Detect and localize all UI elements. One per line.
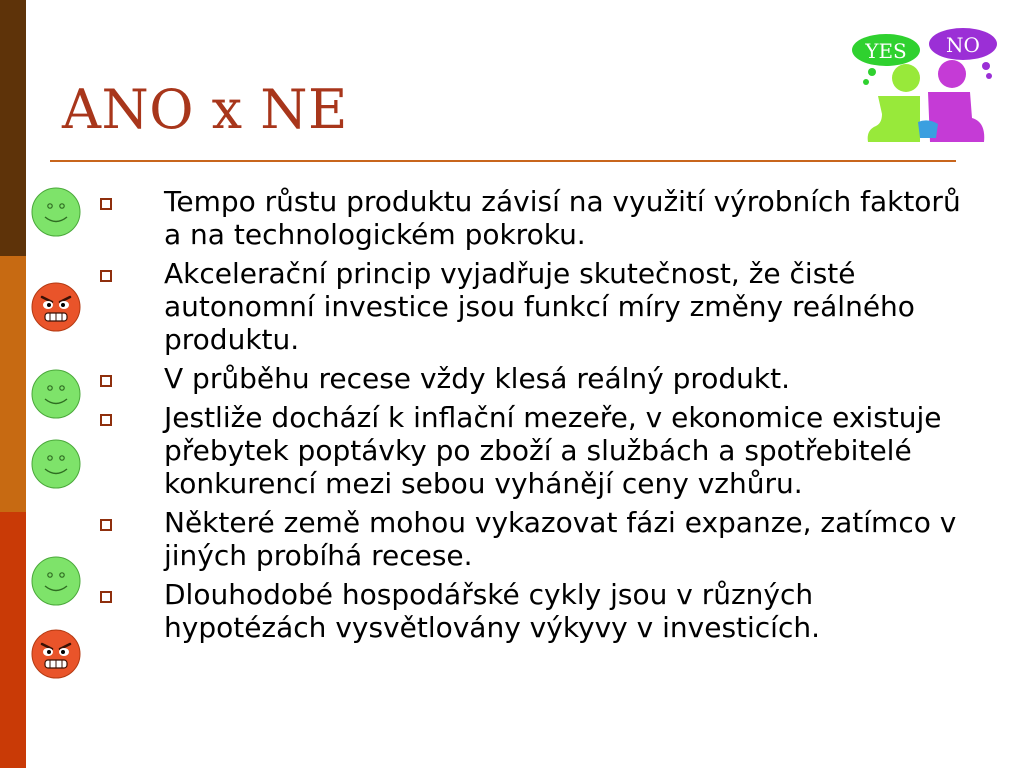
slide-title: ANO x NE	[62, 78, 348, 141]
angry-face-icon	[30, 281, 82, 333]
bullet-item	[96, 362, 976, 395]
bullet-text: Dlouhodobé hospodářské cykly jsou v různých hypotézách vysvětlovány výkyvy v investicích.	[164, 578, 821, 644]
bullet-marker-icon	[100, 375, 112, 387]
bullet-marker-icon	[100, 270, 112, 282]
bullet-text: Některé země mohou vykazovat fázi expanze, zatímco v jiných probíhá recese.	[164, 506, 957, 572]
bullet-text: Akcelerační princip vyjadřuje skutečnost, že čisté autonomní investice jsou funkcí míry změny reálného produktu.	[164, 257, 915, 356]
bullet-item	[96, 401, 976, 500]
sidebar-segment-red	[0, 512, 26, 768]
smiley-icon	[30, 555, 82, 607]
bullet-item	[96, 257, 976, 356]
sidebar-segment-orange	[0, 256, 26, 512]
bullet-item	[96, 506, 976, 572]
yes-label: YES	[865, 39, 907, 63]
bullet-text: Jestliže dochází k inflační mezeře, v ekonomice existuje přebytek poptávky po zboží a službách a spotřebitelé konkurencí mezi sebou vyhánějí ceny vzhůru.	[164, 401, 942, 500]
bullet-marker-icon	[100, 591, 112, 603]
yes-no-people-icon	[848, 26, 998, 150]
sidebar-stripe	[0, 0, 26, 768]
title-divider	[50, 160, 956, 162]
angry-face-icon	[30, 628, 82, 680]
no-label: NO	[946, 33, 980, 57]
bullet-marker-icon	[100, 519, 112, 531]
smiley-icon	[30, 368, 82, 420]
bullet-item	[96, 578, 976, 644]
bullet-marker-icon	[100, 198, 112, 210]
bullet-marker-icon	[100, 414, 112, 426]
bullet-list	[96, 185, 976, 650]
smiley-icon	[30, 438, 82, 490]
smiley-icon	[30, 186, 82, 238]
bullet-text: Tempo růstu produktu závisí na využití výrobních faktorů a na technologickém pokroku.	[164, 185, 961, 251]
bullet-text: V průběhu recese vždy klesá reálný produkt.	[164, 362, 791, 395]
bullet-item	[96, 185, 976, 251]
sidebar-segment-dark	[0, 0, 26, 256]
